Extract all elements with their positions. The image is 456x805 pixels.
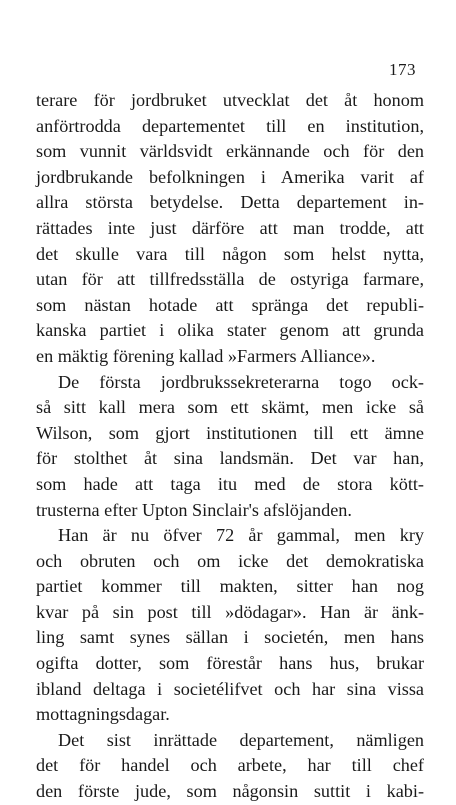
text-line: allra största betydelse. Detta departement in- bbox=[36, 192, 424, 213]
paragraph bbox=[36, 88, 424, 370]
text-line: utan för att tillfredsställa de ostyriga farmare, bbox=[36, 269, 424, 290]
text-line: mottagningsdagar. bbox=[36, 704, 170, 725]
body-text bbox=[36, 88, 424, 805]
text-line: den förste jude, som någonsin suttit i kabi- bbox=[36, 781, 424, 802]
paragraph bbox=[36, 523, 424, 728]
text-line: rättades inte just därföre att man trodde, att bbox=[36, 217, 424, 238]
text-line: och obruten och om icke det demokratiska bbox=[36, 550, 424, 571]
text-line: ibland deltaga i societélifvet och har sina vissa bbox=[36, 678, 424, 699]
text-line: Han är nu öfver 72 år gammal, men kry bbox=[58, 525, 424, 546]
text-line: De första jordbrukssekreterarna togo ock- bbox=[58, 371, 424, 392]
text-line: som hade att taga itu med de stora kött- bbox=[36, 473, 424, 494]
text-line: kanska partiet i olika stater genom att grunda bbox=[36, 320, 424, 341]
text-line: kvar på sin post till »dödagar». Han är änk- bbox=[36, 601, 424, 622]
text-line: partiet kommer till makten, sitter han nog bbox=[36, 576, 424, 597]
text-line: Det sist inrättade departement, nämligen bbox=[58, 729, 424, 750]
text-line: anförtrodda departementet till en institution, bbox=[36, 115, 424, 136]
text-line: det skulle vara till någon som helst nytta, bbox=[36, 243, 424, 264]
paragraph bbox=[36, 370, 424, 524]
text-line: ogifta dotter, som förestår hans hus, brukar bbox=[36, 653, 424, 674]
text-line: terare för jordbruket utvecklat det åt honom bbox=[36, 90, 424, 110]
paragraph bbox=[36, 728, 424, 805]
text-line: för stolthet åt sina landsmän. Det var han, bbox=[36, 448, 424, 469]
page-number: 173 bbox=[389, 60, 416, 79]
text-line: trusterna efter Upton Sinclair's afslöjanden. bbox=[36, 499, 352, 520]
text-line: så sitt kall mera som ett skämt, men icke så bbox=[36, 397, 424, 418]
text-line: ling samt synes sällan i societén, men hans bbox=[36, 627, 424, 648]
text-line: det för handel och arbete, har till chef bbox=[36, 755, 424, 776]
text-line: Wilson, som gjort institutionen till ett ämne bbox=[36, 422, 424, 443]
text-line: som nästan hotade att spränga det republi- bbox=[36, 294, 424, 315]
text-line: som vunnit världsvidt erkännande och för den bbox=[36, 141, 424, 162]
text-line: en mäktig förening kallad »Farmers Alliance». bbox=[36, 345, 376, 366]
text-line: jordbrukande befolkningen i Amerika varit af bbox=[36, 166, 424, 187]
